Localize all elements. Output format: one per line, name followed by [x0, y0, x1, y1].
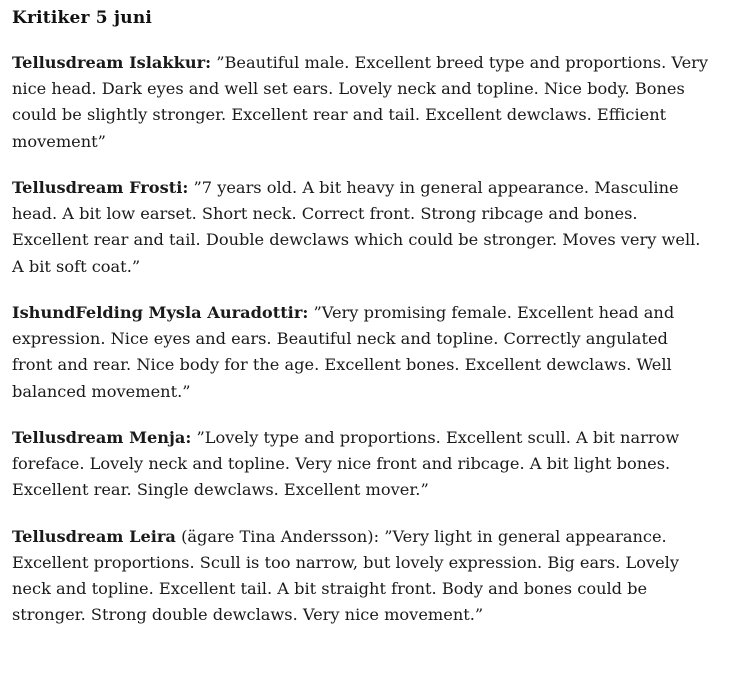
- entry-owner: (ägare Tina Andersson):: [175, 526, 380, 546]
- critique-entry: [12, 50, 712, 155]
- entry-critique-text: ”Lovely type and proportions. Excellent scull. A bit narrow foreface. Lovely neck and topline. Very nice front and ribcage. A bit light bones. Excellent rear. Single dewclaws. Excellent mover.”: [12, 427, 680, 500]
- entry-dog-name: Tellusdream Frosti:: [12, 177, 189, 197]
- entry-dog-name: Tellusdream Leira: [12, 526, 176, 546]
- entry-dog-name: Tellusdream Menja:: [12, 427, 192, 447]
- critique-entry: [12, 425, 712, 504]
- entry-critique-text: ”Very promising female. Excellent head and expression. Nice eyes and ears. Beautiful neck and topline. Correctly angulated front and rear. Nice body for the age. Excellent bones. Excellent dewclaws. Well balanced movement.”: [12, 302, 675, 401]
- entry-critique-text: ”Very light in general appearance. Excellent proportions. Scull is too narrow, but lovely expression. Big ears. Lovely neck and topline. Excellent tail. A bit straight front. Body and bones could be stronger. Strong double dewclaws. Very nice movement.”: [12, 526, 680, 625]
- entry-critique-text: ”Beautiful male. Excellent breed type and proportions. Very nice head. Dark eyes and well set ears. Lovely neck and topline. Nice body. Bones could be slightly stronger. Excellent rear and tail. Excellent dewclaws. Efficient movement”: [12, 53, 709, 151]
- entry-dog-name: IshundFelding Mysla Auradottir:: [12, 302, 309, 322]
- critique-entry: [12, 524, 712, 629]
- critique-entry: [12, 175, 712, 280]
- entry-dog-name: Tellusdream Islakkur:: [12, 53, 212, 72]
- page-title: Kritiker 5 juni: [12, 8, 153, 28]
- entry-critique-text: ”7 years old. A bit heavy in general appearance. Masculine head. A bit low earset. Short neck. Correct front. Strong ribcage and bones. Excellent rear and tail. Double dewclaws which could be stronger. Moves very well. A bit soft coat.”: [12, 177, 701, 276]
- critique-entry: [12, 300, 712, 405]
